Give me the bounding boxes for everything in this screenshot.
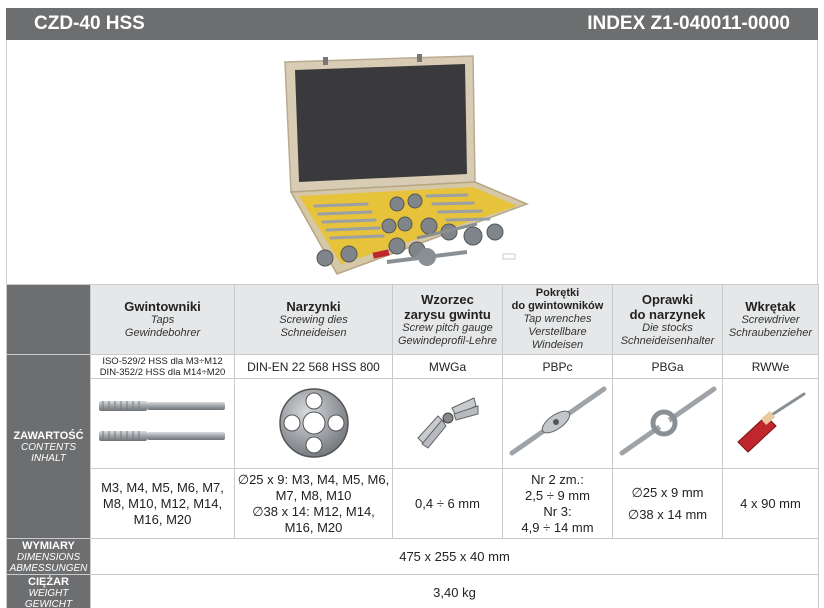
taps-standard-line2: DIN-352/2 HSS dla M14÷M20 [99, 366, 226, 378]
product-index: INDEX Z1-040011-0000 [587, 13, 790, 34]
col-title: Wkrętak [745, 299, 796, 314]
product-photo-area [6, 40, 818, 284]
dimensions-label-en: DIMENSIONS [16, 551, 81, 563]
contents-label [7, 355, 91, 539]
gauge-standard: MWGa [393, 355, 503, 379]
taps-icon [93, 381, 233, 461]
dies-sizes-small: ∅25 x 9: M3, M4, M5, M6, M7, M8, M10 [237, 471, 390, 503]
col-title-2: do gwintowników [511, 300, 604, 312]
col-title: Oprawki [641, 291, 694, 307]
wrench-standard: PBPc [503, 355, 613, 379]
stock-sizes [613, 469, 723, 539]
dimensions-label [7, 539, 91, 575]
dimensions-value: 475 x 255 x 40 mm [91, 539, 819, 575]
dimensions-row [7, 539, 819, 575]
wrench-image-cell [503, 379, 613, 469]
col-title: Narzynki [286, 299, 341, 314]
col-sub-en: Tap wrenches [523, 313, 592, 325]
column-header-row [7, 285, 819, 355]
screwdriver-icon [726, 386, 816, 456]
dies-standard: DIN-EN 22 568 HSS 800 [235, 355, 393, 379]
corner-cell [7, 285, 91, 355]
weight-row [7, 575, 819, 608]
images-row [7, 379, 819, 469]
wrench-size-range-3: 4,9 ÷ 14 mm [521, 519, 594, 535]
contents-label-pl: ZAWARTOŚĆ [13, 429, 84, 442]
contents-label-de: INHALT [31, 452, 66, 464]
dies-image-cell [235, 379, 393, 469]
tap-wrench-icon [506, 381, 610, 461]
taps-image-cell [91, 379, 235, 469]
weight-label-pl: CIĘŻAR [28, 575, 69, 588]
wrench-size-label-3: Nr 3: [543, 503, 572, 519]
col-header-screwdriver [723, 285, 819, 355]
screw-pitch-gauge-icon [408, 386, 488, 456]
gauge-image-cell [393, 379, 503, 469]
wrench-sizes [503, 469, 613, 539]
col-title: Gwintowniki [124, 299, 201, 314]
die-icon [269, 379, 359, 463]
col-sub-en: Die stocks [642, 321, 693, 334]
header-bar [6, 8, 818, 40]
taps-standard-line1: ISO-529/2 HSS dla M3÷M12 [102, 355, 223, 367]
stock-size-small: ∅25 x 9 mm [631, 484, 704, 500]
weight-label-en: WEIGHT [28, 587, 69, 599]
col-sub-de: Schneideisen [280, 327, 347, 339]
contents-label-en: CONTENTS [21, 441, 76, 453]
col-title-2: do narzynek [629, 306, 706, 322]
col-sub-de: Verstellbare Windeisen [528, 326, 587, 351]
col-title-2: zarysu gwintu [404, 306, 491, 322]
weight-label-de: GEWICHT [24, 598, 73, 608]
col-title: Pokrętki [535, 287, 580, 299]
taps-sizes: M3, M4, M5, M6, M7, M8, M10, M12, M14, M16, M20 [91, 469, 235, 539]
spec-table [6, 284, 819, 608]
gauge-range: 0,4 ÷ 6 mm [393, 469, 503, 539]
col-header-taps [91, 285, 235, 355]
col-sub-de: Schneideisenhalter [620, 334, 715, 347]
driver-image-cell [723, 379, 819, 469]
standards-row [7, 355, 819, 379]
wrench-size-label-2: Nr 2 zm.: [531, 471, 584, 487]
weight-value: 3,40 kg [91, 575, 819, 608]
col-sub-en: Screwing dies [279, 314, 348, 326]
wrench-size-range-2: 2,5 ÷ 9 mm [525, 487, 590, 503]
stock-size-large: ∅38 x 14 mm [627, 506, 708, 522]
col-sub-de: Schraubenzieher [728, 327, 813, 339]
dies-sizes-large: ∅38 x 14: M12, M14, M16, M20 [252, 503, 375, 535]
stock-image-cell [613, 379, 723, 469]
col-sub-en: Screwdriver [741, 314, 800, 326]
dimensions-label-pl: WYMIARY [22, 539, 75, 552]
col-sub-en: Screw pitch gauge [402, 321, 493, 334]
col-header-stocks [613, 285, 723, 355]
dimensions-label-de: ABMESSUNGEN [9, 562, 88, 574]
product-title: CZD-40 HSS [34, 13, 145, 34]
stock-standard: PBGa [613, 355, 723, 379]
dies-sizes [235, 469, 393, 539]
col-sub-de: Gewindeprofil-Lehre [397, 334, 498, 347]
col-sub-de: Gewindebohrer [124, 327, 201, 339]
col-sub-en: Taps [150, 314, 175, 326]
driver-standard: RWWe [723, 355, 819, 379]
driver-size: 4 x 90 mm [723, 469, 819, 539]
weight-label [7, 575, 91, 608]
sizes-row [7, 469, 819, 539]
col-header-gauge [393, 285, 503, 355]
die-stock-icon [616, 381, 720, 461]
taps-standard [91, 355, 235, 379]
col-header-wrenches [503, 285, 613, 355]
die-set-case-photo [277, 54, 529, 276]
col-title: Wzorzec [421, 291, 474, 307]
col-header-dies [235, 285, 393, 355]
